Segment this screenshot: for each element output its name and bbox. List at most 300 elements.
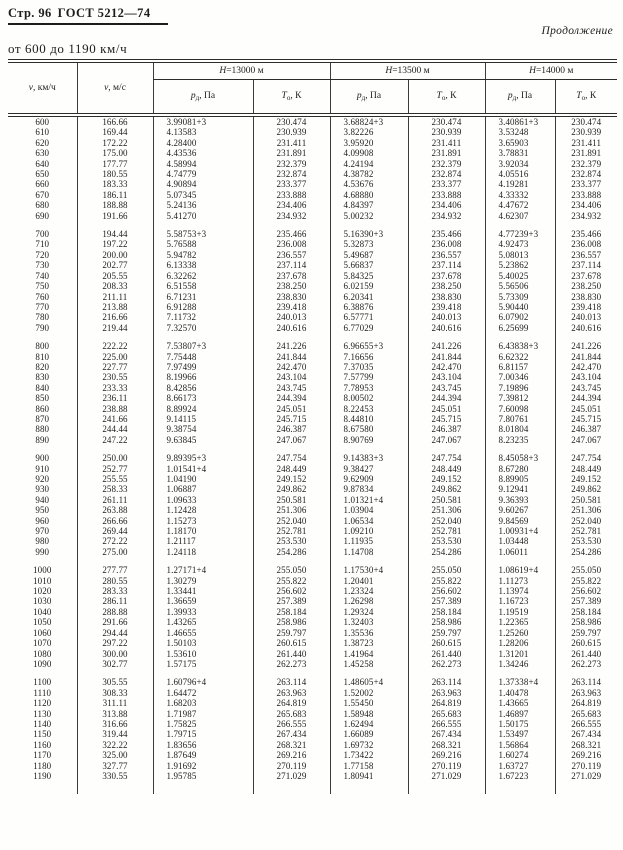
t-14000-cell: 237.114	[555, 260, 617, 270]
t-14000-cell: 255.822	[555, 576, 617, 586]
continuation-label: Продолжение	[541, 25, 613, 37]
h-13000-value: =13000 м	[226, 66, 264, 76]
table-row	[8, 771, 617, 781]
p-13500-cell: 6.57771	[330, 312, 408, 322]
v-ms-cell: 252.77	[77, 464, 153, 474]
p-13500-cell: 1.20401	[330, 576, 408, 586]
p-14000-cell: 1.67223	[485, 771, 555, 781]
t-13500-cell: 260.615	[408, 638, 485, 648]
t-13500-cell: 241.226	[408, 341, 485, 351]
v-ms-cell: 191.66	[77, 211, 153, 221]
table-row	[8, 638, 617, 648]
t-13000-cell: 265.683	[253, 709, 330, 719]
v-kmh-cell: 780	[35, 312, 50, 323]
p-13000-cell: 6.32262	[153, 271, 253, 281]
t-14000-cell: 242.470	[555, 362, 617, 372]
t-14000-cell: 247.754	[555, 453, 617, 463]
t-14000-cell: 262.273	[555, 659, 617, 669]
p-14000-cell: 3.40861+3	[485, 115, 555, 127]
p-13500-cell: 8.67580	[330, 424, 408, 434]
t-14000-cell: 261.440	[555, 649, 617, 659]
p-unit: , Па	[516, 91, 533, 101]
t-13500-cell: 231.411	[408, 138, 485, 148]
h-symbol: Н	[219, 66, 227, 76]
t-subscript: о	[286, 94, 291, 102]
p-14000-cell: 1.56864	[485, 740, 555, 750]
t-13500-cell: 270.119	[408, 761, 485, 771]
v-kmh-cell: 970	[35, 526, 50, 537]
p-14000-cell: 8.89905	[485, 474, 555, 484]
p-13000-cell	[153, 557, 253, 565]
p-14000-cell: 1.31201	[485, 649, 555, 659]
v-kmh-cell: 900	[35, 453, 50, 464]
p-13000-cell: 4.74779	[153, 169, 253, 179]
v-ms-cell: 300.00	[77, 649, 153, 659]
t-13500-cell: 271.029	[408, 771, 485, 781]
p-13500-cell	[330, 781, 408, 794]
t-13000-cell: 236.008	[253, 239, 330, 249]
t-13000-cell: 254.286	[253, 547, 330, 557]
p-subscript: д	[512, 94, 517, 102]
v-ms-cell: 283.33	[77, 586, 153, 596]
t-13500-cell: 263.114	[408, 677, 485, 687]
header-t-13500	[408, 80, 485, 116]
h-14000-value: =14000 м	[535, 66, 574, 76]
p-14000-cell: 4.47672	[485, 200, 555, 210]
v-kmh-cell: 830	[35, 372, 50, 383]
t-13000-cell: 243.104	[253, 372, 330, 382]
t-13500-cell: 247.754	[408, 453, 485, 463]
t-13000-cell	[253, 669, 330, 677]
p-13000-cell: 9.89395+3	[153, 453, 253, 463]
v-kmh-cell: 980	[35, 536, 50, 547]
p-13000-cell: 1.79715	[153, 729, 253, 739]
t-13000-cell: 230.939	[253, 127, 330, 137]
header-group-13500	[330, 61, 485, 80]
p-13000-cell: 1.30279	[153, 576, 253, 586]
p-13500-cell: 9.87834	[330, 484, 408, 494]
table-row	[8, 159, 617, 169]
v-kmh-cell: 850	[35, 393, 50, 404]
p-13500-cell: 5.32873	[330, 239, 408, 249]
table-row	[8, 260, 617, 270]
p-13000-cell: 1.46655	[153, 628, 253, 638]
t-13000-cell: 245.051	[253, 404, 330, 414]
header-speed-ms	[77, 61, 153, 115]
p-14000-cell: 1.63727	[485, 761, 555, 771]
header-group-13000	[153, 61, 330, 80]
v-kmh-cell: 1020	[33, 586, 52, 597]
t-14000-cell: 258.986	[555, 617, 617, 627]
table-row	[8, 649, 617, 659]
t-14000-cell: 244.394	[555, 393, 617, 403]
t-13000-cell: 240.616	[253, 323, 330, 333]
p-14000-cell: 7.60098	[485, 404, 555, 414]
p-13500-cell: 1.11935	[330, 536, 408, 546]
table-row	[8, 484, 617, 494]
table-row	[8, 190, 617, 200]
table-row	[8, 688, 617, 698]
v-ms-cell: 275.00	[77, 547, 153, 557]
page-header	[8, 6, 168, 25]
v-kmh-cell: 1080	[33, 648, 52, 659]
p-13000-cell: 5.94782	[153, 250, 253, 260]
v-kmh-cell: 810	[35, 351, 50, 362]
t-13000-cell: 232.874	[253, 169, 330, 179]
p-14000-cell: 1.60274	[485, 750, 555, 760]
v-ms-cell: 236.11	[77, 393, 153, 403]
table-body	[8, 115, 617, 794]
t-13500-cell: 238.830	[408, 292, 485, 302]
p-14000-cell: 1.34246	[485, 659, 555, 669]
p-13000-cell: 7.11732	[153, 312, 253, 322]
v-kmh-cell	[8, 669, 77, 677]
p-13500-cell: 1.01321+4	[330, 495, 408, 505]
p-14000-cell	[485, 781, 555, 794]
p-13500-cell: 4.09908	[330, 148, 408, 158]
p-13000-cell: 5.07345	[153, 190, 253, 200]
p-13000-cell: 1.36659	[153, 596, 253, 606]
t-symbol: Т	[576, 91, 582, 101]
t-13000-cell: 263.963	[253, 688, 330, 698]
p-13500-cell	[330, 557, 408, 565]
p-13500-cell: 6.02159	[330, 281, 408, 291]
t-13500-cell: 243.745	[408, 383, 485, 393]
t-13500-cell: 269.216	[408, 750, 485, 760]
t-13000-cell: 251.306	[253, 505, 330, 515]
t-13500-cell: 255.050	[408, 565, 485, 575]
t-13000-cell: 234.932	[253, 211, 330, 221]
table-row	[8, 372, 617, 382]
p-13000-cell: 1.68203	[153, 698, 253, 708]
t-13500-cell: 241.844	[408, 352, 485, 362]
p-13000-cell: 1.75825	[153, 719, 253, 729]
table-row	[8, 547, 617, 557]
p-14000-cell: 9.12941	[485, 484, 555, 494]
t-13000-cell: 252.040	[253, 516, 330, 526]
p-14000-cell: 7.39812	[485, 393, 555, 403]
t-14000-cell: 247.067	[555, 435, 617, 445]
t-13000-cell	[253, 333, 330, 341]
v-kmh-cell: 890	[35, 434, 50, 445]
v-ms-cell: 200.00	[77, 250, 153, 260]
t-13500-cell: 258.986	[408, 617, 485, 627]
t-13500-cell: 247.067	[408, 435, 485, 445]
t-13500-cell: 256.602	[408, 586, 485, 596]
v-ms-cell: 183.33	[77, 179, 153, 189]
t-13000-cell: 246.387	[253, 424, 330, 434]
p-14000-cell: 1.08619+4	[485, 565, 555, 575]
table-row	[8, 323, 617, 333]
p-13000-cell: 1.33441	[153, 586, 253, 596]
p-13000-cell: 9.38754	[153, 424, 253, 434]
t-14000-cell: 234.932	[555, 211, 617, 221]
t-13000-cell: 234.406	[253, 200, 330, 210]
v-ms-cell: 186.11	[77, 190, 153, 200]
p-13000-cell: 1.24118	[153, 547, 253, 557]
v-kmh-cell: 910	[35, 463, 50, 474]
p-13500-cell: 4.24194	[330, 159, 408, 169]
t-unit: , К	[290, 91, 302, 101]
t-14000-cell: 243.104	[555, 372, 617, 382]
p-14000-cell: 3.92034	[485, 159, 555, 169]
v-ms-cell: 216.66	[77, 312, 153, 322]
table-row	[8, 435, 617, 445]
t-13000-cell: 266.555	[253, 719, 330, 729]
p-14000-cell: 5.73309	[485, 292, 555, 302]
t-14000-cell: 230.939	[555, 127, 617, 137]
p-14000-cell: 4.77239+3	[485, 229, 555, 239]
p-13000-cell: 8.19966	[153, 372, 253, 382]
table-row	[8, 505, 617, 515]
v-kmh-cell: 750	[35, 281, 50, 292]
p-13500-cell: 1.03904	[330, 505, 408, 515]
t-13500-cell: 249.862	[408, 484, 485, 494]
t-13000-cell: 231.411	[253, 138, 330, 148]
v-kmh-cell: 680	[35, 200, 50, 211]
p-13000-cell	[153, 445, 253, 453]
t-13500-cell: 261.440	[408, 649, 485, 659]
p-14000-cell: 1.25260	[485, 628, 555, 638]
h-13500-value: =13500 м	[392, 66, 430, 76]
p-13500-cell: 1.41964	[330, 649, 408, 659]
p-14000-cell: 4.05516	[485, 169, 555, 179]
p-13500-cell: 1.80941	[330, 771, 408, 781]
v-kmh-cell: 640	[35, 158, 50, 169]
v-ms-cell	[77, 669, 153, 677]
t-14000-cell: 233.888	[555, 190, 617, 200]
t-14000-cell: 267.434	[555, 729, 617, 739]
page-number: Стр. 96	[8, 6, 52, 20]
p-13500-cell: 1.58948	[330, 709, 408, 719]
v-ms-cell	[77, 557, 153, 565]
spacer-row	[8, 557, 617, 565]
p-13500-cell	[330, 669, 408, 677]
t-13500-cell: 257.389	[408, 596, 485, 606]
v-kmh-cell	[8, 221, 77, 229]
p-13000-cell: 7.75448	[153, 352, 253, 362]
p-13500-cell: 6.77029	[330, 323, 408, 333]
p-14000-cell: 1.43665	[485, 698, 555, 708]
header-p-13000	[153, 80, 253, 116]
v-kmh-cell: 790	[35, 322, 50, 333]
t-13500-cell: 236.557	[408, 250, 485, 260]
v-ms-cell: 322.22	[77, 740, 153, 750]
v-kmh-cell: 1000	[33, 565, 52, 576]
t-13500-cell: 237.114	[408, 260, 485, 270]
p-14000-cell: 6.07902	[485, 312, 555, 322]
v-ms-cell: 288.88	[77, 607, 153, 617]
p-13500-cell: 5.84325	[330, 271, 408, 281]
spacer-row	[8, 445, 617, 453]
t-13000-cell: 262.273	[253, 659, 330, 669]
table-row	[8, 148, 617, 158]
table-row	[8, 565, 617, 575]
v-kmh-cell: 1090	[33, 658, 52, 669]
v-kmh-cell: 710	[35, 239, 50, 250]
v-kmh-cell: 1050	[33, 617, 52, 628]
v-kmh-cell	[8, 781, 77, 794]
p-14000-cell: 5.23862	[485, 260, 555, 270]
t-13000-cell: 238.250	[253, 281, 330, 291]
v-kmh-cell	[8, 557, 77, 565]
t-14000-cell	[555, 781, 617, 794]
t-13000-cell: 259.797	[253, 628, 330, 638]
p-13000-cell: 7.53807+3	[153, 341, 253, 351]
table-row	[8, 383, 617, 393]
p-13000-cell: 1.95785	[153, 771, 253, 781]
table-row	[8, 281, 617, 291]
p-14000-cell: 9.60267	[485, 505, 555, 515]
t-14000-cell: 259.797	[555, 628, 617, 638]
t-13500-cell: 252.781	[408, 526, 485, 536]
v-kmh-cell: 1170	[33, 750, 52, 761]
spacer-row	[8, 333, 617, 341]
table-row	[8, 200, 617, 210]
v-ms-cell: 208.33	[77, 281, 153, 291]
table-row	[8, 302, 617, 312]
p-13000-cell: 1.06887	[153, 484, 253, 494]
p-14000-cell: 9.36393	[485, 495, 555, 505]
p-13000-cell: 8.66173	[153, 393, 253, 403]
t-unit: , К	[445, 91, 457, 101]
t-13000-cell: 235.466	[253, 229, 330, 239]
v-ms-cell	[77, 333, 153, 341]
p-13000-cell	[153, 781, 253, 794]
t-13500-cell: 264.819	[408, 698, 485, 708]
t-13000-cell: 233.888	[253, 190, 330, 200]
v-ms-cell: 263.88	[77, 505, 153, 515]
p-14000-cell: 7.00346	[485, 372, 555, 382]
table-row	[8, 607, 617, 617]
t-13000-cell: 261.440	[253, 649, 330, 659]
v-kmh-cell: 920	[35, 474, 50, 484]
t-13500-cell: 237.678	[408, 271, 485, 281]
p-13000-cell: 1.09633	[153, 495, 253, 505]
v-kmh-cell: 820	[35, 361, 50, 372]
t-13000-cell: 241.844	[253, 352, 330, 362]
t-13500-cell	[408, 221, 485, 229]
p-14000-cell: 1.28206	[485, 638, 555, 648]
t-13000-cell: 247.754	[253, 453, 330, 463]
table-row	[8, 424, 617, 434]
v-kmh-cell: 760	[35, 291, 50, 302]
t-13000-cell: 248.449	[253, 464, 330, 474]
t-13000-cell: 258.986	[253, 617, 330, 627]
p-13500-cell	[330, 333, 408, 341]
p-13500-cell: 3.95920	[330, 138, 408, 148]
v-kmh-cell: 1190	[33, 770, 52, 781]
t-13500-cell: 233.888	[408, 190, 485, 200]
table-row	[8, 474, 617, 484]
p-13000-cell	[153, 221, 253, 229]
v-ms-cell: 222.22	[77, 341, 153, 351]
p-13000-cell: 1.71987	[153, 709, 253, 719]
t-14000-cell: 238.830	[555, 292, 617, 302]
t-14000-cell: 250.581	[555, 495, 617, 505]
v-kmh-cell: 720	[35, 249, 50, 260]
t-13500-cell: 242.470	[408, 362, 485, 372]
p-14000-cell: 3.78831	[485, 148, 555, 158]
v-ms-cell: 305.55	[77, 677, 153, 687]
p-13500-cell: 1.73422	[330, 750, 408, 760]
t-14000-cell: 248.449	[555, 464, 617, 474]
t-13500-cell: 234.406	[408, 200, 485, 210]
t-13500-cell: 236.008	[408, 239, 485, 249]
t-13000-cell: 271.029	[253, 771, 330, 781]
p-14000-cell: 4.92473	[485, 239, 555, 249]
t-13500-cell: 249.152	[408, 474, 485, 484]
p-14000-cell	[485, 221, 555, 229]
v-kmh-cell: 1010	[33, 575, 52, 586]
t-13500-cell: 268.321	[408, 740, 485, 750]
t-unit: , К	[585, 91, 597, 101]
p-13500-cell: 1.38723	[330, 638, 408, 648]
v-ms-cell: 241.66	[77, 414, 153, 424]
v-ms-cell: 286.11	[77, 596, 153, 606]
header-t-13000	[253, 80, 330, 116]
range-title: от 600 до 1190 км/ч	[8, 41, 128, 56]
p-13000-cell: 1.57175	[153, 659, 253, 669]
t-13500-cell: 265.683	[408, 709, 485, 719]
t-13500-cell: 233.377	[408, 179, 485, 189]
v-kmh-cell: 1030	[33, 596, 52, 607]
p-13000-cell: 9.14115	[153, 414, 253, 424]
t-14000-cell	[555, 557, 617, 565]
v-kmh-cell: 1100	[33, 677, 52, 688]
v-kmh-cell: 730	[35, 260, 50, 271]
table-row	[8, 495, 617, 505]
t-13000-cell: 230.474	[253, 115, 330, 127]
t-13000-cell: 241.226	[253, 341, 330, 351]
t-13000-cell: 267.434	[253, 729, 330, 739]
t-13000-cell: 252.781	[253, 526, 330, 536]
v-ms-cell	[77, 781, 153, 794]
v-kmh-cell: 880	[35, 424, 50, 435]
p-13500-cell: 1.23324	[330, 586, 408, 596]
v-ms-cell: 202.77	[77, 260, 153, 270]
p-14000-cell: 3.65903	[485, 138, 555, 148]
t-13500-cell: 251.306	[408, 505, 485, 515]
t-14000-cell: 271.029	[555, 771, 617, 781]
p-13000-cell: 1.04190	[153, 474, 253, 484]
p-unit: , Па	[365, 91, 382, 101]
v-kmh-cell	[8, 445, 77, 453]
table-row	[8, 341, 617, 351]
t-13000-cell	[253, 781, 330, 794]
p-14000-cell: 1.13974	[485, 586, 555, 596]
table-row	[8, 750, 617, 760]
p-14000-cell: 1.22365	[485, 617, 555, 627]
v-kmh-cell: 990	[35, 546, 50, 557]
table-row	[8, 659, 617, 669]
p-13500-cell: 5.00232	[330, 211, 408, 221]
p-13500-cell: 7.16656	[330, 352, 408, 362]
p-13500-cell: 1.52002	[330, 688, 408, 698]
p-14000-cell: 8.23235	[485, 435, 555, 445]
t-13500-cell: 250.581	[408, 495, 485, 505]
p-14000-cell: 1.19519	[485, 607, 555, 617]
p-13000-cell: 6.91288	[153, 302, 253, 312]
p-13000-cell: 1.53610	[153, 649, 253, 659]
v-ms-cell: 330.55	[77, 771, 153, 781]
t-13000-cell: 250.581	[253, 495, 330, 505]
t-13500-cell: 239.418	[408, 302, 485, 312]
t-14000-cell: 232.379	[555, 159, 617, 169]
v-ms-cell: 325.00	[77, 750, 153, 760]
p-13500-cell: 8.00502	[330, 393, 408, 403]
p-14000-cell: 8.67280	[485, 464, 555, 474]
